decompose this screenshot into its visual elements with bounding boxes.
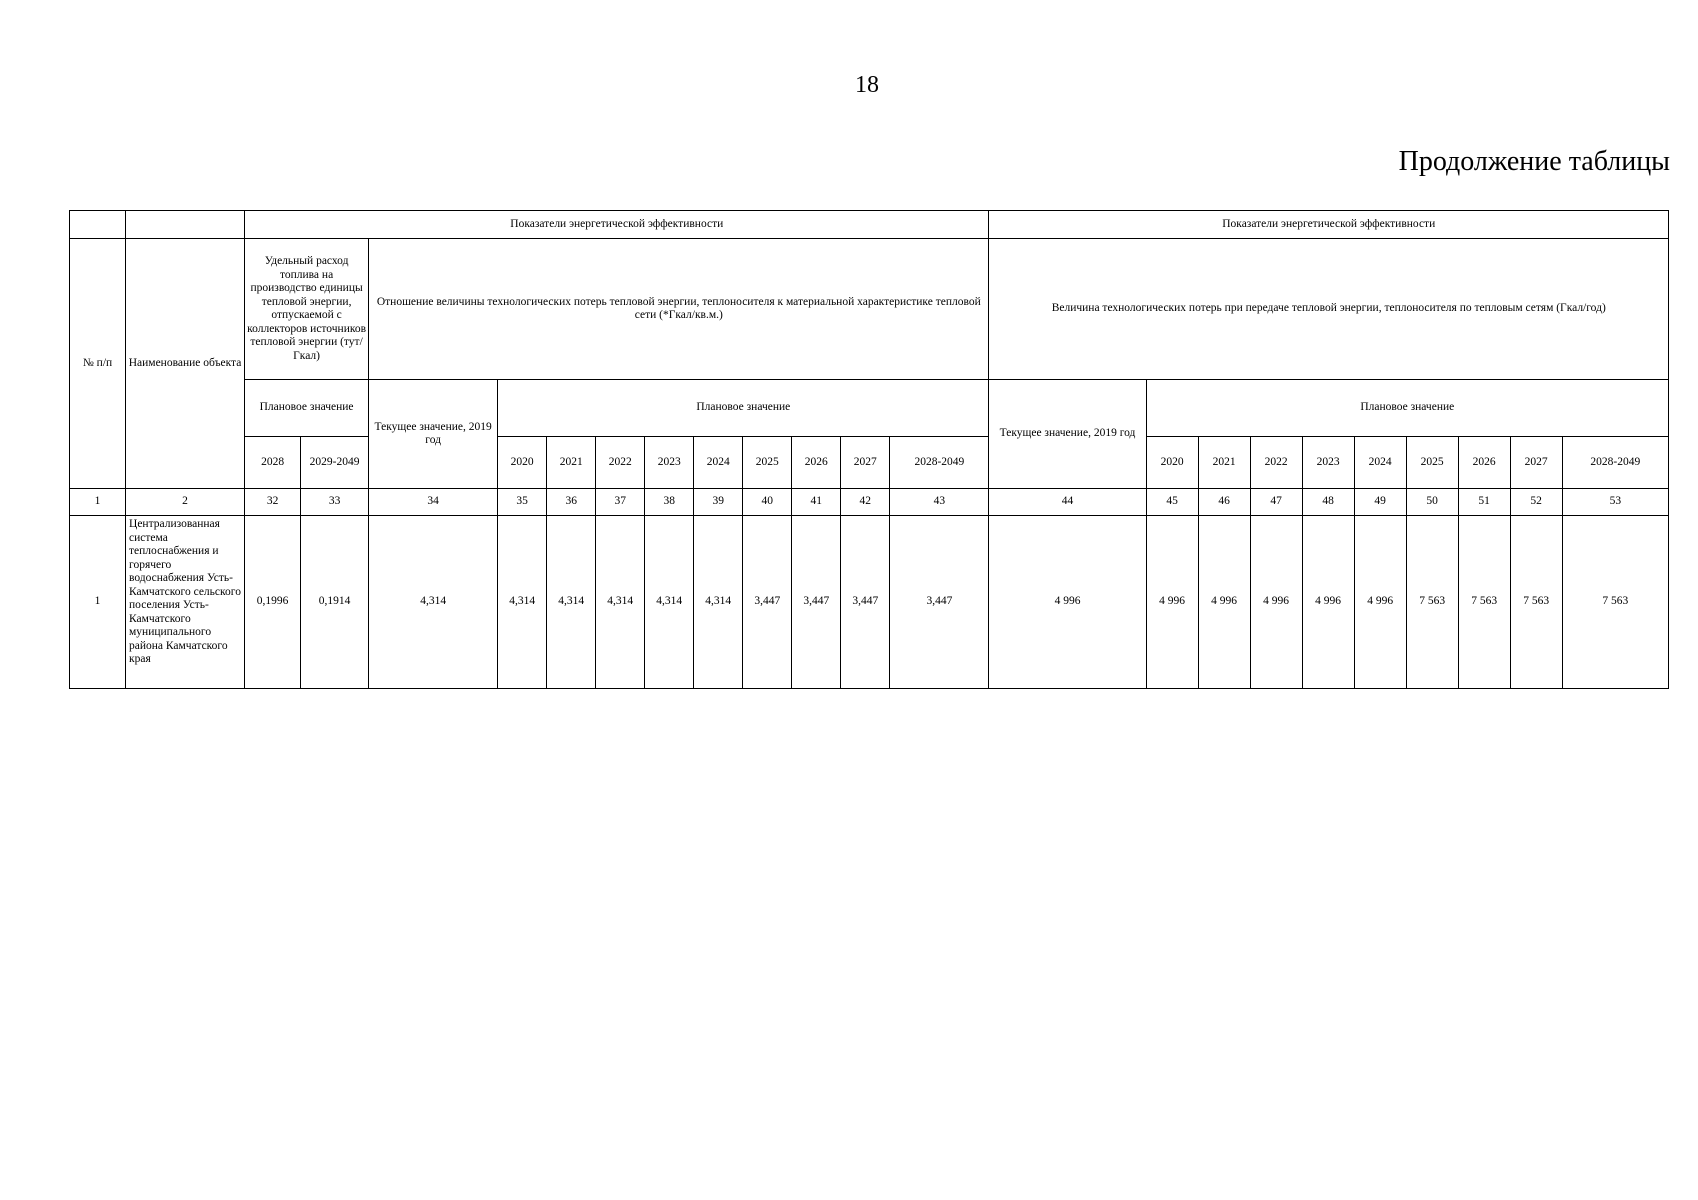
group-header-left: Показатели энергетической эффективности (245, 211, 989, 239)
ratio-current-value: 4,314 (369, 516, 498, 689)
year-cell: 2024 (1354, 437, 1406, 489)
losses-plan-value: 4 996 (1146, 516, 1198, 689)
column-number: 1 (70, 489, 126, 516)
col-no-header: № п/п (70, 239, 126, 489)
column-number-row (70, 489, 1669, 516)
year-cell: 2022 (1250, 437, 1302, 489)
losses-plan-value: 4 996 (1250, 516, 1302, 689)
year-cell: 2026 (1458, 437, 1510, 489)
ratio-plan-value: 4,314 (645, 516, 694, 689)
year-cell: 2026 (792, 437, 841, 489)
year-cell: 2028-2049 (1562, 437, 1668, 489)
ratio-current-label: Текущее значение, 2019 год (369, 380, 498, 489)
column-number: 47 (1250, 489, 1302, 516)
losses-plan-value: 4 996 (1198, 516, 1250, 689)
year-cell: 2023 (1302, 437, 1354, 489)
column-number: 40 (743, 489, 792, 516)
fuel-planned-label: Плановое значение (245, 380, 369, 437)
column-number: 2 (126, 489, 245, 516)
efficiency-table (69, 210, 1669, 689)
column-number: 41 (792, 489, 841, 516)
column-number: 53 (1562, 489, 1668, 516)
empty-cell (126, 211, 245, 239)
year-cell: 2021 (1198, 437, 1250, 489)
losses-plan-value: 7 563 (1458, 516, 1510, 689)
year-cell: 2020 (1146, 437, 1198, 489)
column-number: 36 (547, 489, 596, 516)
table-row (70, 516, 1669, 689)
losses-planned-label: Плановое значение (1146, 380, 1668, 437)
losses-plan-value: 4 996 (1302, 516, 1354, 689)
year-cell: 2025 (1406, 437, 1458, 489)
column-number: 42 (841, 489, 890, 516)
losses-header: Величина технологических потерь при передаче тепловой энергии, теплоносителя по тепловым сетям (Гкал/год) (989, 239, 1669, 380)
column-number: 38 (645, 489, 694, 516)
column-number: 43 (890, 489, 989, 516)
column-number: 44 (989, 489, 1146, 516)
column-number: 46 (1198, 489, 1250, 516)
year-header-row (70, 437, 1669, 489)
ratio-header: Отношение величины технологических потерь тепловой энергии, теплоносителя к материальной характеристике тепловой сети (*Гкал/кв.м.) (369, 239, 989, 380)
ratio-plan-value: 3,447 (792, 516, 841, 689)
row-number: 1 (70, 516, 126, 689)
column-number: 34 (369, 489, 498, 516)
losses-plan-value: 7 563 (1562, 516, 1668, 689)
column-number: 39 (694, 489, 743, 516)
year-cell: 2025 (743, 437, 792, 489)
ratio-plan-value: 3,447 (841, 516, 890, 689)
year-cell: 2028 (245, 437, 301, 489)
losses-plan-value: 7 563 (1406, 516, 1458, 689)
column-number: 35 (498, 489, 547, 516)
year-cell: 2024 (694, 437, 743, 489)
column-number: 33 (301, 489, 369, 516)
planned-header-row (70, 380, 1669, 437)
col-name-header: Наименование объекта (126, 239, 245, 489)
losses-plan-value: 7 563 (1510, 516, 1562, 689)
column-number: 50 (1406, 489, 1458, 516)
column-number: 37 (596, 489, 645, 516)
empty-cell (70, 211, 126, 239)
indicator-header-row (70, 239, 1669, 380)
ratio-planned-label: Плановое значение (498, 380, 989, 437)
ratio-plan-value: 4,314 (547, 516, 596, 689)
ratio-plan-value: 3,447 (743, 516, 792, 689)
column-number: 52 (1510, 489, 1562, 516)
ratio-plan-value: 4,314 (498, 516, 547, 689)
losses-current-value: 4 996 (989, 516, 1146, 689)
fuel-value: 0,1914 (301, 516, 369, 689)
year-cell: 2027 (841, 437, 890, 489)
page-number: 18 (855, 72, 879, 98)
column-number: 49 (1354, 489, 1406, 516)
column-number: 48 (1302, 489, 1354, 516)
losses-plan-value: 4 996 (1354, 516, 1406, 689)
year-cell: 2027 (1510, 437, 1562, 489)
year-cell: 2028-2049 (890, 437, 989, 489)
ratio-plan-value: 4,314 (596, 516, 645, 689)
year-cell: 2029-2049 (301, 437, 369, 489)
group-header-row (70, 211, 1669, 239)
year-cell: 2021 (547, 437, 596, 489)
losses-current-label: Текущее значение, 2019 год (989, 380, 1146, 489)
fuel-header: Удельный расход топлива на производство единицы тепловой энергии, отпускаемой с коллекторов источников тепловой энергии (тут/Гкал) (245, 239, 369, 380)
column-number: 32 (245, 489, 301, 516)
column-number: 45 (1146, 489, 1198, 516)
object-name: Централизованная система теплоснабжения и горячего водоснабжения Усть-Камчатского сельского поселения Усть-Камчатского муниципального района Камчатского края (126, 516, 245, 689)
group-header-right: Показатели энергетической эффективности (989, 211, 1669, 239)
year-cell: 2023 (645, 437, 694, 489)
fuel-value: 0,1996 (245, 516, 301, 689)
ratio-plan-value: 3,447 (890, 516, 989, 689)
year-cell: 2022 (596, 437, 645, 489)
ratio-plan-value: 4,314 (694, 516, 743, 689)
continuation-title: Продолжение таблицы (1398, 146, 1670, 177)
column-number: 51 (1458, 489, 1510, 516)
year-cell: 2020 (498, 437, 547, 489)
